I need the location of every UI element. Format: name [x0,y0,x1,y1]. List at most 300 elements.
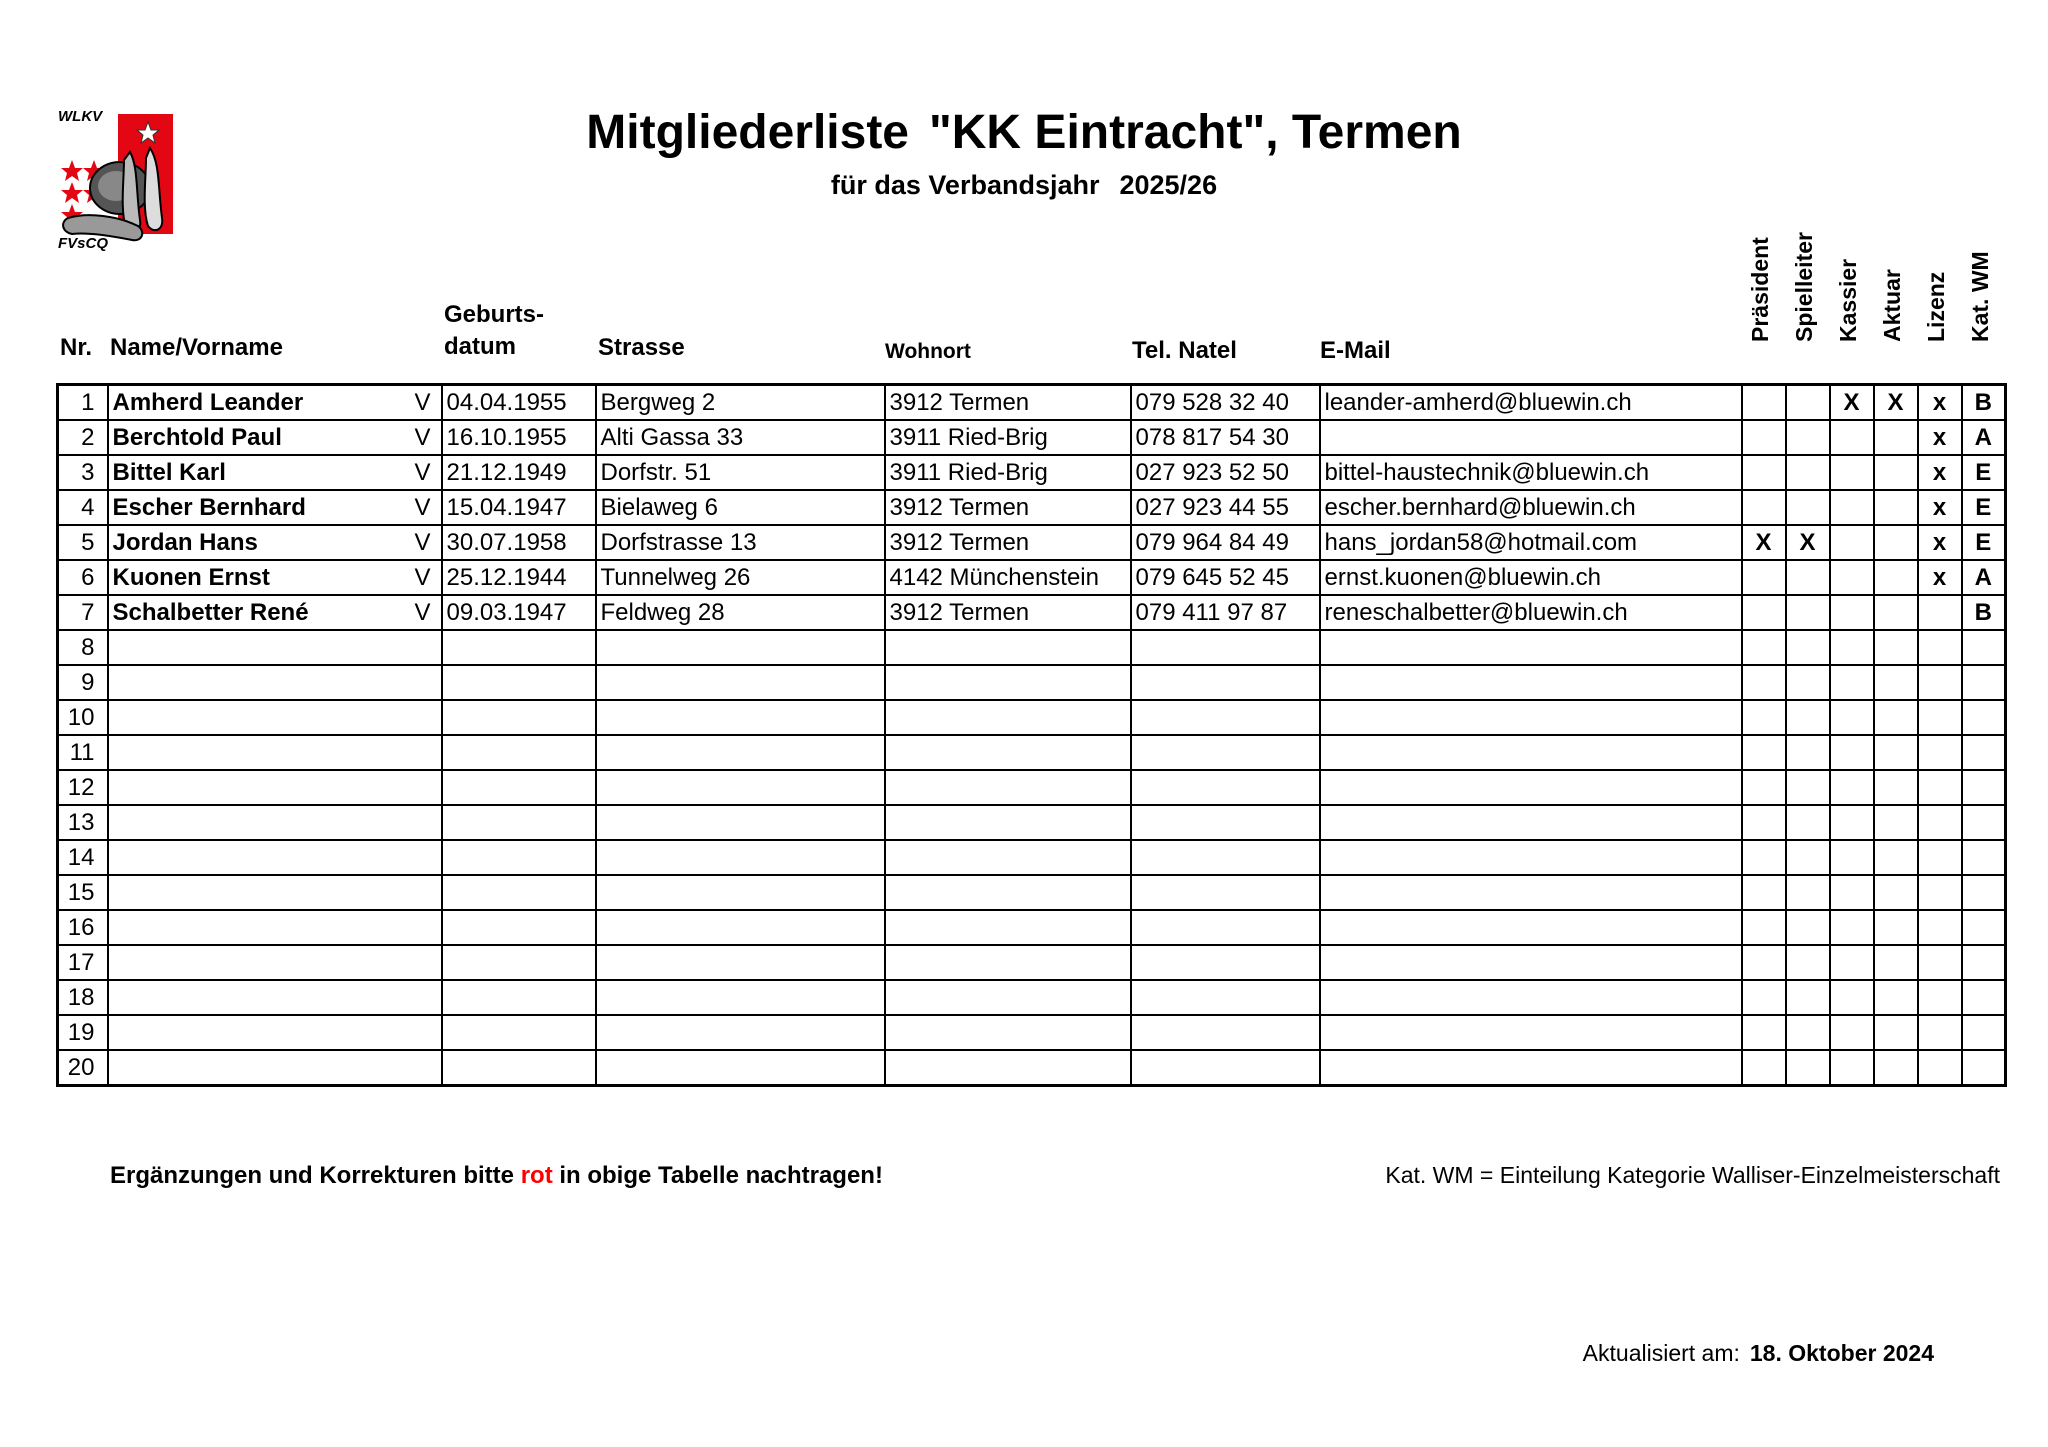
cell-email [1320,945,1742,980]
cell-town: 3911 Ried-Brig [885,420,1131,455]
header-phone: Tel. Natel [1132,337,1237,364]
members-table-body [58,385,2006,1086]
table-row [58,1050,2006,1086]
cell-president [1742,595,1786,630]
member-name: Berchtold Paul [112,424,282,451]
cell-license [1918,910,1962,945]
cell-cashier [1830,945,1874,980]
logo-top-text: WLKV [58,108,103,125]
cell-category: A [1962,560,2006,595]
cell-nr: 19 [58,1015,108,1050]
cell-president [1742,875,1786,910]
cell-cashier [1830,910,1874,945]
cell-game-leader [1786,910,1830,945]
cell-license [1918,665,1962,700]
table-row [58,910,2006,945]
header-nr: Nr. [60,334,93,361]
cell-email [1320,735,1742,770]
cell-president [1742,1015,1786,1050]
cell-street [596,910,885,945]
cell-category [1962,1015,2006,1050]
member-name: Bittel Karl [112,459,226,486]
cell-phone [1131,980,1320,1015]
cell-email [1320,630,1742,665]
cell-category [1962,805,2006,840]
cell-town: 3912 Termen [885,595,1131,630]
cell-town [885,1050,1131,1086]
cell-email [1320,1015,1742,1050]
cell-category [1962,700,2006,735]
header-town: Wohnort [885,340,971,363]
cell-birth [442,840,596,875]
cell-game-leader [1786,665,1830,700]
cell-phone [1131,1015,1320,1050]
cell-birth: 25.12.1944 [442,560,596,595]
cell-nr: 5 [58,525,108,560]
category-legend: Kat. WM = Einteilung Kategorie Walliser-Einzelmeisterschaft [1385,1162,2000,1188]
cell-phone: 079 528 32 40 [1131,385,1320,421]
cell-name [108,700,442,735]
cell-game-leader [1786,1050,1830,1086]
cell-nr: 6 [58,560,108,595]
cell-name [108,875,442,910]
cell-name [108,980,442,1015]
cell-president [1742,1050,1786,1086]
cell-game-leader [1786,980,1830,1015]
cell-category [1962,840,2006,875]
cell-license [1918,595,1962,630]
cell-president [1742,805,1786,840]
cell-nr: 17 [58,945,108,980]
subtitle-prefix: für das Verbandsjahr [830,170,1100,200]
cell-category: E [1962,490,2006,525]
table-row [58,840,2006,875]
cell-cashier [1830,665,1874,700]
cell-nr: 7 [58,595,108,630]
cell-email [1320,1050,1742,1086]
cell-actuary [1874,1050,1918,1086]
cell-street [596,945,885,980]
cell-actuary [1874,980,1918,1015]
cell-category: E [1962,525,2006,560]
header-cashier [1826,248,1870,368]
table-row [58,700,2006,735]
cell-actuary [1874,665,1918,700]
cell-email [1320,805,1742,840]
table-row [58,490,2006,525]
cell-phone: 079 964 84 49 [1131,525,1320,560]
cell-name [108,770,442,805]
table-row [58,595,2006,630]
cell-nr: 18 [58,980,108,1015]
subtitle-year: 2025/26 [1119,170,1218,200]
cell-name [108,1015,442,1050]
table-row [58,665,2006,700]
cell-town [885,665,1131,700]
cell-birth [442,665,596,700]
logo-bottom-text: FVsCQ [58,235,109,252]
cell-president [1742,945,1786,980]
cell-license [1918,1050,1962,1086]
cell-birth: 21.12.1949 [442,455,596,490]
cell-street [596,840,885,875]
cell-actuary [1874,910,1918,945]
cell-category [1962,910,2006,945]
cell-street [596,1015,885,1050]
cell-name [108,910,442,945]
cell-street: Dorfstr. 51 [596,455,885,490]
cell-name [108,630,442,665]
cell-president [1742,385,1786,421]
header-president-label: Präsident [1747,237,1773,342]
cell-nr: 9 [58,665,108,700]
cell-nr: 15 [58,875,108,910]
cell-name [108,455,442,490]
cell-name [108,665,442,700]
cell-email: hans_jordan58@hotmail.com [1320,525,1742,560]
cell-nr: 14 [58,840,108,875]
cell-cashier [1830,420,1874,455]
cell-actuary [1874,490,1918,525]
cell-email [1320,665,1742,700]
header-category [1958,248,2002,368]
cell-president [1742,630,1786,665]
cell-birth [442,945,596,980]
cell-street: Tunnelweg 26 [596,560,885,595]
cell-street: Feldweg 28 [596,595,885,630]
cell-license [1918,770,1962,805]
header-name: Name/Vorname [110,334,283,361]
cell-street [596,770,885,805]
cell-president [1742,455,1786,490]
cell-cashier [1830,805,1874,840]
note-after: in obige Tabelle nachtragen! [559,1162,883,1189]
cell-town: 3912 Termen [885,385,1131,421]
cell-license [1918,875,1962,910]
cell-street: Bielaweg 6 [596,490,885,525]
cell-actuary [1874,735,1918,770]
cell-phone [1131,805,1320,840]
title-club: "KK Eintracht", Termen [929,106,1462,159]
cell-cashier [1830,630,1874,665]
cell-name [108,490,442,525]
cell-town [885,840,1131,875]
cell-category [1962,1050,2006,1086]
cell-birth: 09.03.1947 [442,595,596,630]
cell-actuary [1874,455,1918,490]
cell-category: B [1962,385,2006,421]
cell-phone: 027 923 52 50 [1131,455,1320,490]
cell-actuary [1874,840,1918,875]
cell-cashier [1830,840,1874,875]
cell-category [1962,980,2006,1015]
cell-president [1742,665,1786,700]
cell-phone [1131,770,1320,805]
cell-license [1918,700,1962,735]
member-flag: V [414,389,431,416]
cell-game-leader [1786,700,1830,735]
cell-town [885,945,1131,980]
cell-town: 3911 Ried-Brig [885,455,1131,490]
member-name: Schalbetter René [112,599,309,626]
cell-street: Dorfstrasse 13 [596,525,885,560]
cell-actuary [1874,560,1918,595]
cell-game-leader [1786,1015,1830,1050]
cell-category: B [1962,595,2006,630]
table-row [58,770,2006,805]
cell-cashier [1830,875,1874,910]
header-birth-line2: datum [444,333,516,360]
updated-label: Aktualisiert am: [1582,1340,1740,1366]
cell-nr: 11 [58,735,108,770]
cell-cashier [1830,1050,1874,1086]
cell-president: X [1742,525,1786,560]
cell-street [596,1050,885,1086]
table-row [58,1015,2006,1050]
cell-actuary [1874,1015,1918,1050]
cell-cashier [1830,455,1874,490]
cell-phone: 079 645 52 45 [1131,560,1320,595]
cell-email: leander-amherd@bluewin.ch [1320,385,1742,421]
cell-email: ernst.kuonen@bluewin.ch [1320,560,1742,595]
cell-game-leader [1786,770,1830,805]
cell-phone [1131,1050,1320,1086]
member-flag: V [414,529,431,556]
cell-phone [1131,700,1320,735]
cell-email: bittel-haustechnik@bluewin.ch [1320,455,1742,490]
note-red-word: rot [520,1162,553,1189]
cell-license: x [1918,560,1962,595]
cell-town [885,980,1131,1015]
cell-actuary [1874,770,1918,805]
cell-license [1918,805,1962,840]
cell-license [1918,1015,1962,1050]
cell-president [1742,980,1786,1015]
cell-game-leader: X [1786,525,1830,560]
cell-phone: 027 923 44 55 [1131,490,1320,525]
cell-birth: 15.04.1947 [442,490,596,525]
cell-email [1320,910,1742,945]
cell-phone [1131,665,1320,700]
cell-president [1742,735,1786,770]
member-name: Amherd Leander [112,389,304,416]
cell-license [1918,980,1962,1015]
cell-category [1962,630,2006,665]
cell-president [1742,420,1786,455]
cell-nr: 3 [58,455,108,490]
cell-game-leader [1786,560,1830,595]
members-table [56,383,2007,1087]
cell-cashier [1830,525,1874,560]
cell-street [596,805,885,840]
cell-name [108,560,442,595]
header-game-leader-label: Spielleiter [1791,232,1817,342]
cell-game-leader [1786,630,1830,665]
cell-license: x [1918,385,1962,421]
table-row [58,385,2006,421]
member-flag: V [414,494,431,521]
cell-town [885,770,1131,805]
cell-cashier [1830,735,1874,770]
member-name: Jordan Hans [112,529,258,556]
cell-president [1742,840,1786,875]
header-actuary-label: Aktuar [1879,269,1905,342]
cell-president [1742,560,1786,595]
cell-license: x [1918,525,1962,560]
cell-street [596,875,885,910]
cell-birth [442,875,596,910]
cell-license: x [1918,420,1962,455]
cell-phone [1131,735,1320,770]
cell-email [1320,770,1742,805]
member-name: Kuonen Ernst [112,564,270,591]
cell-name [108,840,442,875]
member-flag: V [414,459,431,486]
page-title [0,105,2048,160]
cell-birth: 30.07.1958 [442,525,596,560]
updated-info [1583,1340,1934,1367]
cell-actuary [1874,595,1918,630]
cell-town [885,805,1131,840]
cell-game-leader [1786,735,1830,770]
cell-actuary [1874,875,1918,910]
cell-license [1918,630,1962,665]
cell-name [108,1050,442,1086]
header-category-label: Kat. WM [1967,251,1993,342]
cell-cashier [1830,1015,1874,1050]
cell-president [1742,910,1786,945]
cell-category [1962,770,2006,805]
member-name: Escher Bernhard [112,494,306,521]
table-row [58,945,2006,980]
cell-street [596,700,885,735]
cell-email [1320,980,1742,1015]
cell-birth [442,805,596,840]
header-birth-line1: Geburts- [444,301,545,328]
cell-street [596,630,885,665]
cell-name [108,945,442,980]
cell-birth: 04.04.1955 [442,385,596,421]
cell-phone: 079 411 97 87 [1131,595,1320,630]
page-subtitle [0,170,2048,201]
table-row [58,875,2006,910]
cell-email [1320,420,1742,455]
cell-game-leader [1786,490,1830,525]
cell-category: E [1962,455,2006,490]
updated-date: 18. Oktober 2024 [1749,1340,1934,1366]
cell-category [1962,945,2006,980]
cell-nr: 4 [58,490,108,525]
cell-nr: 2 [58,420,108,455]
cell-game-leader [1786,805,1830,840]
cell-phone [1131,840,1320,875]
table-row [58,525,2006,560]
cell-license [1918,945,1962,980]
header-license [1914,248,1958,368]
cell-game-leader [1786,455,1830,490]
cell-game-leader [1786,385,1830,421]
cell-email [1320,840,1742,875]
cell-birth [442,1015,596,1050]
cell-actuary: X [1874,385,1918,421]
cell-town: 3912 Termen [885,525,1131,560]
table-row [58,455,2006,490]
cell-street: Bergweg 2 [596,385,885,421]
cell-birth: 16.10.1955 [442,420,596,455]
title-main: Mitgliederliste [586,106,909,159]
cell-game-leader [1786,945,1830,980]
cell-phone [1131,910,1320,945]
member-flag: V [414,564,431,591]
table-row [58,980,2006,1015]
cell-cashier [1830,490,1874,525]
cell-email [1320,875,1742,910]
cell-town [885,1015,1131,1050]
cell-category [1962,875,2006,910]
cell-cashier [1830,700,1874,735]
cell-birth [442,735,596,770]
cell-phone: 078 817 54 30 [1131,420,1320,455]
cell-phone [1131,945,1320,980]
header-cashier-label: Kassier [1835,258,1861,342]
cell-name [108,805,442,840]
cell-game-leader [1786,595,1830,630]
header-email: E-Mail [1320,337,1391,364]
header-actuary [1870,248,1914,368]
table-row [58,735,2006,770]
cell-license [1918,840,1962,875]
cell-birth [442,700,596,735]
cell-nr: 13 [58,805,108,840]
cell-nr: 20 [58,1050,108,1086]
cell-town [885,630,1131,665]
cell-name [108,595,442,630]
cell-town: 4142 Münchenstein [885,560,1131,595]
cell-email: escher.bernhard@bluewin.ch [1320,490,1742,525]
cell-email [1320,700,1742,735]
cell-name [108,525,442,560]
cell-name [108,385,442,421]
cell-actuary [1874,700,1918,735]
cell-birth [442,770,596,805]
cell-actuary [1874,420,1918,455]
cell-town: 3912 Termen [885,490,1131,525]
cell-cashier [1830,980,1874,1015]
cell-president [1742,490,1786,525]
cell-town [885,910,1131,945]
cell-cashier [1830,595,1874,630]
cell-nr: 1 [58,385,108,421]
cell-birth [442,630,596,665]
cell-category [1962,735,2006,770]
cell-actuary [1874,630,1918,665]
cell-game-leader [1786,840,1830,875]
cell-cashier [1830,770,1874,805]
cell-street: Alti Gassa 33 [596,420,885,455]
cell-game-leader [1786,420,1830,455]
cell-birth [442,910,596,945]
cell-street [596,980,885,1015]
header-president [1738,237,1782,368]
member-flag: V [414,599,431,626]
cell-license: x [1918,490,1962,525]
cell-name [108,735,442,770]
cell-phone [1131,630,1320,665]
cell-nr: 8 [58,630,108,665]
correction-note [110,1162,883,1190]
cell-license: x [1918,455,1962,490]
cell-email: reneschalbetter@bluewin.ch [1320,595,1742,630]
